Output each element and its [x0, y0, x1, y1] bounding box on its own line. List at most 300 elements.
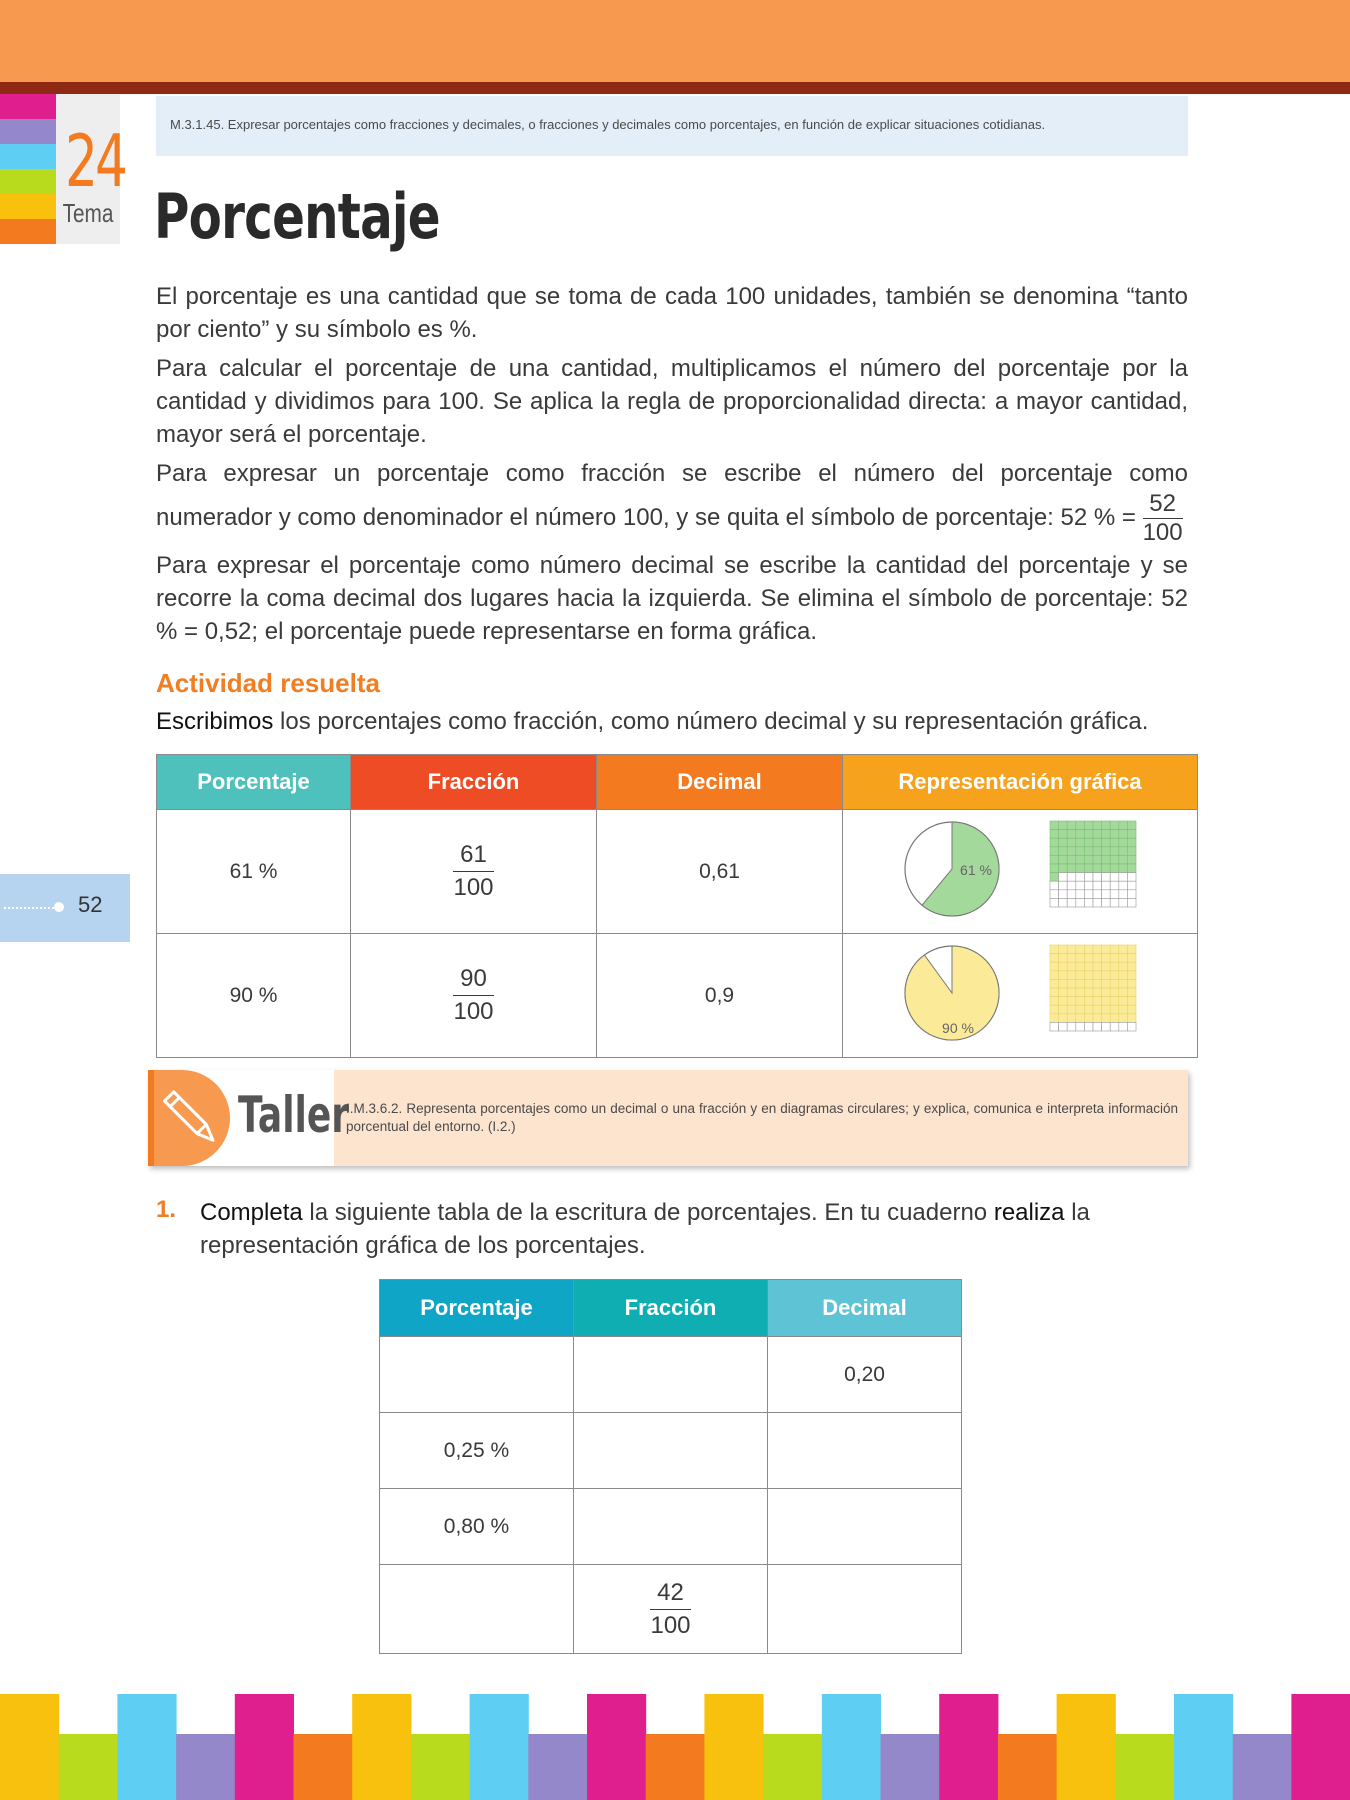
- cell-fraction: [351, 934, 597, 1058]
- grid-cell: [1127, 898, 1136, 907]
- band-block: [176, 1734, 235, 1800]
- grid-cell: [1067, 1005, 1076, 1014]
- header-decimal: Decimal: [597, 755, 843, 810]
- grid-cell: [1110, 979, 1119, 988]
- grid-cell: [1059, 847, 1068, 856]
- grid-cell: [1102, 988, 1111, 997]
- grid-cell: [1127, 1005, 1136, 1014]
- grid-cell: [1102, 945, 1111, 954]
- band-block: [117, 1694, 176, 1800]
- activity-instruction-rest: los porcentajes como fracción, como número decimal y su representación gráfica.: [273, 708, 1149, 735]
- grid-cell: [1059, 855, 1068, 864]
- cell-percentage: 61 %: [157, 810, 351, 934]
- grid-cell: [1084, 1014, 1093, 1023]
- exercise-bold-1: Completa: [200, 1199, 303, 1226]
- grid-cell: [1059, 988, 1068, 997]
- grid-cell: [1059, 997, 1068, 1006]
- grid-cell: [1119, 890, 1128, 899]
- grid-cell: [1119, 830, 1128, 839]
- grid-cell: [1067, 954, 1076, 963]
- grid-cell: [1119, 855, 1128, 864]
- grid-cell: [1059, 873, 1068, 882]
- cell-graphic: [843, 934, 1198, 1058]
- header-decimal: Decimal: [768, 1280, 962, 1337]
- header-fraccion: Fracción: [351, 755, 597, 810]
- grid-cell: [1127, 873, 1136, 882]
- grid-cell: [1050, 1014, 1059, 1023]
- paragraph-2: Para calcular el porcentaje de una cantidad, multiplicamos el número del porcentaje por la cantidad y dividimos para 100. Se aplica la regla de proporcionalidad directa: a mayor cantidad, mayor será el porcentaje.: [156, 355, 1188, 448]
- grid-cell: [1093, 988, 1102, 997]
- cell-decimal: 0,9: [597, 934, 843, 1058]
- grid-cell: [1110, 971, 1119, 980]
- grid-cell: [1119, 945, 1128, 954]
- grid-cell: [1102, 1005, 1111, 1014]
- grid-cell: [1127, 988, 1136, 997]
- taller-banner: [148, 1070, 1188, 1166]
- grid-cell: [1119, 838, 1128, 847]
- grid-cell: [1119, 1014, 1128, 1023]
- grid-cell: [1084, 979, 1093, 988]
- grid-cell: [1084, 821, 1093, 830]
- grid-cell: [1059, 1022, 1068, 1031]
- grid-cell: [1110, 997, 1119, 1006]
- grid-cell: [1084, 864, 1093, 873]
- taller-badge: [154, 1070, 230, 1166]
- grid-cell: [1084, 945, 1093, 954]
- fraction-denominator: 100: [453, 874, 494, 901]
- grid-cell: [1127, 838, 1136, 847]
- grid-cell: [1084, 954, 1093, 963]
- pie-label: 90 %: [942, 1020, 974, 1036]
- grid-cell: [1067, 830, 1076, 839]
- grid-cell: [1084, 847, 1093, 856]
- grid-cell: [1059, 1005, 1068, 1014]
- grid-cell: [1110, 864, 1119, 873]
- grid-cell: [1084, 873, 1093, 882]
- grid-cell: [1059, 830, 1068, 839]
- grid-cell: [1076, 838, 1085, 847]
- pie-chart: [905, 822, 999, 916]
- grid-cell: [1050, 855, 1059, 864]
- cell-fraction: [351, 810, 597, 934]
- grid-cell: [1076, 898, 1085, 907]
- cell-decimal: [768, 1489, 962, 1565]
- hundred-grid: [1050, 945, 1136, 1031]
- grid-cell: [1110, 988, 1119, 997]
- grid-cell: [1084, 838, 1093, 847]
- grid-cell: [1102, 997, 1111, 1006]
- exercise-instruction: [200, 1196, 1160, 1262]
- grid-cell: [1102, 1022, 1111, 1031]
- grid-cell: [1084, 890, 1093, 899]
- grid-cell: [1050, 1005, 1059, 1014]
- fraction: [453, 839, 493, 904]
- grid-cell: [1067, 881, 1076, 890]
- grid-cell: [1093, 898, 1102, 907]
- grid-cell: [1067, 962, 1076, 971]
- grid-cell: [1119, 864, 1128, 873]
- taller-label-area: [148, 1070, 350, 1166]
- grid-cell: [1093, 890, 1102, 899]
- band-block: [1115, 1734, 1174, 1800]
- fraction: [650, 1577, 690, 1642]
- grid-cell: [1110, 1022, 1119, 1031]
- grid-cell: [1093, 979, 1102, 988]
- fraction-numerator: 42: [650, 1577, 690, 1610]
- band-block: [939, 1694, 998, 1800]
- band-block: [704, 1694, 763, 1800]
- table-header-row: [380, 1280, 962, 1337]
- fraction-numerator: 61: [453, 839, 493, 872]
- grid-cell: [1127, 847, 1136, 856]
- activity-instruction-bold: Escribimos: [156, 708, 274, 735]
- grid-cell: [1076, 954, 1085, 963]
- grid-cell: [1050, 971, 1059, 980]
- band-block: [1233, 1734, 1292, 1800]
- grid-cell: [1067, 1022, 1076, 1031]
- cell-percentage: 90 %: [157, 934, 351, 1058]
- grid-cell: [1050, 830, 1059, 839]
- page-number-dots: [4, 907, 58, 909]
- grid-cell: [1093, 971, 1102, 980]
- grid-cell: [1093, 855, 1102, 864]
- page-number: 52: [78, 892, 103, 917]
- grid-cell: [1059, 881, 1068, 890]
- grid-cell: [1067, 979, 1076, 988]
- table-row: [380, 1413, 962, 1489]
- grid-cell: [1067, 821, 1076, 830]
- grid-cell: [1067, 997, 1076, 1006]
- fraction-numerator: 90: [453, 963, 493, 996]
- grid-cell: [1127, 1014, 1136, 1023]
- cell-percentage: 0,80 %: [380, 1489, 574, 1565]
- band-block: [528, 1734, 587, 1800]
- grid-cell: [1102, 830, 1111, 839]
- grid-cell: [1050, 1022, 1059, 1031]
- grid-cell: [1059, 864, 1068, 873]
- grid-cell: [1050, 988, 1059, 997]
- cell-fraction: [574, 1337, 768, 1413]
- activity-title: Actividad resuelta: [156, 668, 380, 698]
- band-block: [0, 1694, 59, 1800]
- grid-cell: [1093, 962, 1102, 971]
- page-number-dot: [54, 902, 64, 912]
- grid-cell: [1059, 890, 1068, 899]
- band-block: [998, 1734, 1057, 1800]
- grid-cell: [1119, 821, 1128, 830]
- cell-fraction: [574, 1565, 768, 1654]
- grid-cell: [1059, 1014, 1068, 1023]
- grid-cell: [1050, 997, 1059, 1006]
- page-title: Porcentaje: [154, 180, 440, 253]
- grid-cell: [1102, 864, 1111, 873]
- exercise-text-2: la representación gráfica de los porcentajes.: [200, 1199, 1090, 1259]
- grid-cell: [1050, 979, 1059, 988]
- exercise-table: [379, 1279, 962, 1654]
- grid-cell: [1093, 1022, 1102, 1031]
- grid-cell: [1050, 821, 1059, 830]
- grid-cell: [1076, 979, 1085, 988]
- grid-cell: [1127, 962, 1136, 971]
- table-row: [380, 1565, 962, 1654]
- hundred-grid: [1050, 821, 1136, 907]
- paragraph-3: [156, 457, 1188, 547]
- band-block: [646, 1734, 705, 1800]
- grid-cell: [1059, 898, 1068, 907]
- band-block: [822, 1694, 881, 1800]
- grid-cell: [1102, 855, 1111, 864]
- cell-graphic: [843, 810, 1198, 934]
- grid-cell: [1084, 1022, 1093, 1031]
- grid-cell: [1127, 971, 1136, 980]
- grid-cell: [1059, 979, 1068, 988]
- grid-cell: [1059, 954, 1068, 963]
- grid-cell: [1102, 847, 1111, 856]
- grid-cell: [1110, 1014, 1119, 1023]
- grid-cell: [1127, 979, 1136, 988]
- grid-cell: [1076, 988, 1085, 997]
- grid-cell: [1110, 873, 1119, 882]
- grid-cell: [1076, 821, 1085, 830]
- grid-cell: [1119, 873, 1128, 882]
- grid-cell: [1102, 954, 1111, 963]
- grid-cell: [1110, 962, 1119, 971]
- grid-cell: [1084, 1005, 1093, 1014]
- band-block: [235, 1694, 294, 1800]
- grid-cell: [1102, 979, 1111, 988]
- grid-cell: [1067, 1014, 1076, 1023]
- grid-cell: [1093, 1005, 1102, 1014]
- grid-cell: [1127, 864, 1136, 873]
- grid-cell: [1110, 847, 1119, 856]
- band-block: [1174, 1694, 1233, 1800]
- grid-cell: [1127, 954, 1136, 963]
- header-representacion: Representación gráfica: [843, 755, 1198, 810]
- band-block: [1291, 1694, 1350, 1800]
- header-porcentaje: Porcentaje: [380, 1280, 574, 1337]
- grid-cell: [1050, 954, 1059, 963]
- cell-percentage: 0,25 %: [380, 1413, 574, 1489]
- graphic-representation: [844, 935, 1196, 1050]
- fraction-numerator: 52: [1143, 490, 1183, 519]
- graphic-representation: [844, 811, 1196, 926]
- grid-cell: [1119, 997, 1128, 1006]
- band-block: [411, 1734, 470, 1800]
- band-block: [470, 1694, 529, 1800]
- grid-cell: [1084, 971, 1093, 980]
- cell-fraction: [574, 1489, 768, 1565]
- exercise-text-1: la siguiente tabla de la escritura de porcentajes. En tu cuaderno: [302, 1199, 994, 1226]
- grid-cell: [1084, 881, 1093, 890]
- grid-cell: [1127, 881, 1136, 890]
- grid-cell: [1110, 830, 1119, 839]
- grid-cell: [1110, 855, 1119, 864]
- grid-cell: [1050, 873, 1059, 882]
- taller-title: Taller: [238, 1086, 350, 1144]
- grid-cell: [1093, 873, 1102, 882]
- solved-activity-table: [156, 754, 1198, 1058]
- grid-cell: [1127, 1022, 1136, 1031]
- table-row: [157, 810, 1198, 934]
- grid-cell: [1110, 898, 1119, 907]
- grid-cell: [1067, 847, 1076, 856]
- table-row: [157, 934, 1198, 1058]
- grid-cell: [1050, 898, 1059, 907]
- grid-cell: [1076, 847, 1085, 856]
- grid-cell: [1127, 821, 1136, 830]
- grid-cell: [1102, 890, 1111, 899]
- grid-cell: [1110, 881, 1119, 890]
- exercise-number: 1.: [156, 1196, 177, 1223]
- grid-cell: [1067, 838, 1076, 847]
- grid-cell: [1076, 971, 1085, 980]
- pie-label: 61 %: [960, 862, 992, 878]
- color-strips: [0, 94, 56, 244]
- fraction-denominator: 100: [453, 998, 494, 1025]
- grid-cell: [1119, 979, 1128, 988]
- grid-cell: [1119, 1022, 1128, 1031]
- pencil-icon: [154, 1070, 230, 1166]
- grid-cell: [1076, 997, 1085, 1006]
- tema-badge: [56, 94, 126, 244]
- grid-cell: [1119, 954, 1128, 963]
- cell-decimal: [768, 1413, 962, 1489]
- tema-number: 24: [64, 119, 126, 203]
- paragraph-4: Para expresar el porcentaje como número decimal se escribe la cantidad del porcentaje y se recorre la coma decimal dos lugares hacia la izquierda. Se elimina el símbolo de porcentaje: 52 % = 0,52; el porcentaje puede representarse en forma gráfica.: [156, 552, 1188, 645]
- header-fraccion: Fracción: [574, 1280, 768, 1337]
- grid-cell: [1067, 873, 1076, 882]
- intro-text: [156, 280, 1188, 654]
- band-block: [352, 1694, 411, 1800]
- grid-cell: [1119, 962, 1128, 971]
- activity-instruction: [156, 708, 1148, 736]
- grid-cell: [1084, 898, 1093, 907]
- grid-cell: [1084, 830, 1093, 839]
- grid-cell: [1050, 890, 1059, 899]
- band-block: [59, 1734, 118, 1800]
- grid-cell: [1102, 962, 1111, 971]
- grid-cell: [1110, 1005, 1119, 1014]
- grid-cell: [1119, 1005, 1128, 1014]
- grid-cell: [1076, 1022, 1085, 1031]
- grid-cell: [1102, 881, 1111, 890]
- table-row: [380, 1489, 962, 1565]
- learning-objective: M.3.1.45. Expresar porcentajes como fracciones y decimales, o fracciones y decimales como porcentajes, en función de explicar situaciones cotidianas.: [156, 96, 1188, 156]
- fraction-denominator: 100: [650, 1611, 691, 1639]
- paragraph-1: El porcentaje es una cantidad que se toma de cada 100 unidades, también se denomina “tanto por ciento” y su símbolo es %.: [156, 283, 1188, 343]
- grid-cell: [1059, 821, 1068, 830]
- grid-cell: [1076, 1005, 1085, 1014]
- band-block: [587, 1694, 646, 1800]
- pie-chart: [905, 946, 999, 1040]
- top-header-band: [0, 0, 1350, 82]
- tema-label: Tema: [62, 198, 114, 228]
- grid-cell: [1050, 945, 1059, 954]
- grid-cell: [1050, 847, 1059, 856]
- grid-cell: [1050, 838, 1059, 847]
- grid-cell: [1076, 945, 1085, 954]
- grid-cell: [1076, 881, 1085, 890]
- grid-cell: [1067, 945, 1076, 954]
- cell-decimal: 0,61: [597, 810, 843, 934]
- grid-cell: [1093, 864, 1102, 873]
- grid-cell: [1076, 830, 1085, 839]
- cell-percentage: [380, 1565, 574, 1654]
- grid-cell: [1110, 945, 1119, 954]
- grid-cell: [1110, 890, 1119, 899]
- grid-cell: [1076, 873, 1085, 882]
- grid-cell: [1102, 838, 1111, 847]
- grid-cell: [1067, 864, 1076, 873]
- grid-cell: [1127, 890, 1136, 899]
- grid-cell: [1059, 962, 1068, 971]
- exercise-bold-2: realiza: [993, 1199, 1065, 1226]
- grid-cell: [1093, 945, 1102, 954]
- grid-cell: [1110, 838, 1119, 847]
- grid-cell: [1119, 898, 1128, 907]
- paragraph-3-text: Para expresar un porcentaje como fracción se escribe el número del porcentaje como numerador y como denominador el número 100, y se quita el símbolo de porcentaje: 52 % =: [156, 460, 1188, 531]
- cell-decimal: 0,20: [768, 1337, 962, 1413]
- grid-cell: [1102, 898, 1111, 907]
- grid-cell: [1084, 988, 1093, 997]
- band-block: [294, 1734, 353, 1800]
- grid-cell: [1102, 1014, 1111, 1023]
- grid-cell: [1127, 855, 1136, 864]
- grid-cell: [1110, 954, 1119, 963]
- grid-cell: [1110, 821, 1119, 830]
- cell-decimal: [768, 1565, 962, 1654]
- fraction-52: [1143, 490, 1183, 547]
- grid-cell: [1076, 864, 1085, 873]
- grid-cell: [1102, 873, 1111, 882]
- grid-cell: [1127, 830, 1136, 839]
- grid-cell: [1093, 838, 1102, 847]
- table-row: [380, 1337, 962, 1413]
- grid-cell: [1067, 898, 1076, 907]
- band-block: [1057, 1694, 1116, 1800]
- grid-cell: [1050, 962, 1059, 971]
- bottom-color-band: [0, 1694, 1350, 1800]
- grid-cell: [1093, 954, 1102, 963]
- grid-cell: [1084, 962, 1093, 971]
- grid-cell: [1119, 847, 1128, 856]
- grid-cell: [1093, 830, 1102, 839]
- grid-cell: [1093, 997, 1102, 1006]
- fraction-denominator: 100: [1142, 519, 1183, 546]
- grid-cell: [1059, 971, 1068, 980]
- grid-cell: [1067, 855, 1076, 864]
- grid-cell: [1059, 945, 1068, 954]
- grid-cell: [1076, 855, 1085, 864]
- grid-cell: [1093, 821, 1102, 830]
- grid-cell: [1050, 864, 1059, 873]
- grid-cell: [1076, 1014, 1085, 1023]
- grid-cell: [1067, 890, 1076, 899]
- top-header-line: [0, 82, 1350, 94]
- grid-cell: [1119, 881, 1128, 890]
- grid-cell: [1127, 997, 1136, 1006]
- cell-percentage: [380, 1337, 574, 1413]
- band-block: [881, 1734, 940, 1800]
- grid-cell: [1067, 971, 1076, 980]
- grid-cell: [1084, 997, 1093, 1006]
- grid-cell: [1119, 988, 1128, 997]
- grid-cell: [1076, 890, 1085, 899]
- grid-cell: [1067, 988, 1076, 997]
- grid-cell: [1119, 971, 1128, 980]
- grid-cell: [1076, 962, 1085, 971]
- grid-cell: [1084, 855, 1093, 864]
